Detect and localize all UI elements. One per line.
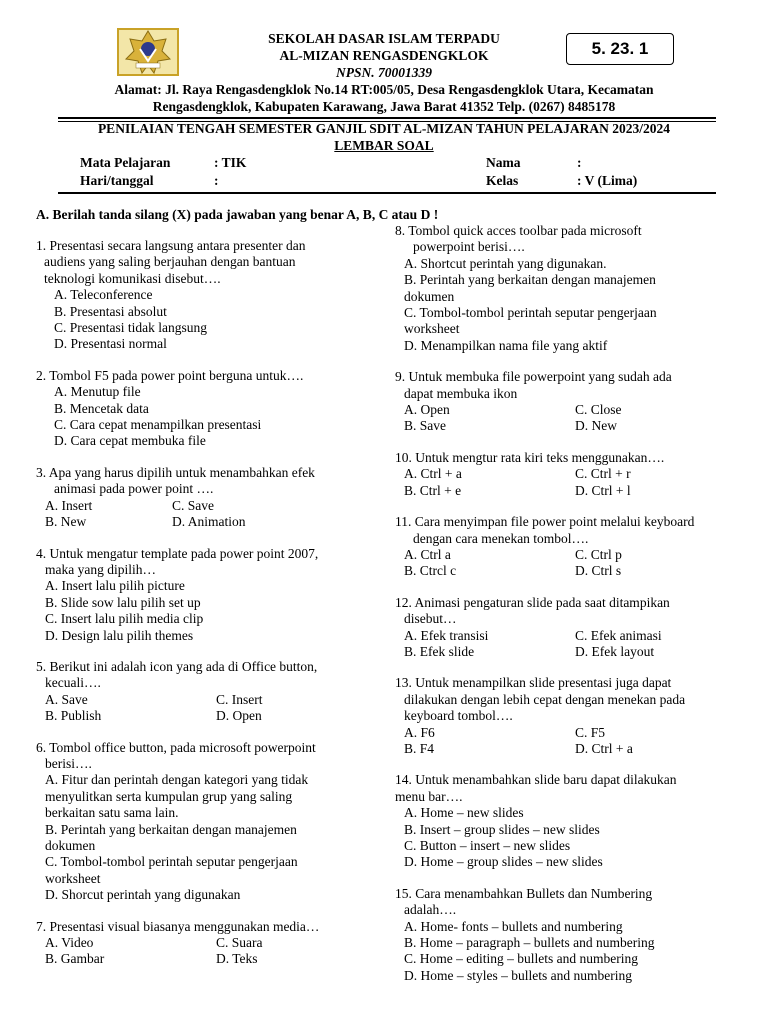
question-1: 1. Presentasi secara langsung antara presenter dan audiens yang saling berjauhan dengan bantuan teknologi komunikasi disebut…. A. Teleconference B. Presentasi absolut C. Presentasi tidak langsung D. Presentasi normal: [36, 238, 376, 353]
option-a[interactable]: A. Fitur dan perintah dengan kategori yang tidak menyulitkan serta kumpulan grup yang saling berkaitan satu sama lain.: [45, 772, 309, 821]
question-9: 9. Untuk membuka file powerpoint yang sudah ada dapat membuka ikon A. Open C. Close B. Save D. New: [395, 369, 735, 435]
option-b[interactable]: B. Efek slide: [404, 643, 475, 659]
question-10: 10. Untuk mengtur rata kiri teks menggunakan…. A. Ctrl + a C. Ctrl + r B. Ctrl + e D. Ctrl + l: [395, 450, 735, 499]
option-c[interactable]: C. F5: [575, 724, 606, 740]
question-2: 2. Tombol F5 pada power point berguna untuk…. A. Menutup file B. Mencetak data C. Cara cepat menampilkan presentasi D. Cara cepat membuka file: [36, 368, 376, 450]
option-c[interactable]: C. Tombol-tombol perintah seputar pengerjaan worksheet: [45, 854, 298, 886]
npsn: NPSN. 70001339: [335, 65, 432, 80]
option-a[interactable]: A. Video: [45, 935, 94, 951]
option-a[interactable]: A. Save: [45, 691, 88, 707]
exam-title: PENILAIAN TENGAH SEMESTER GANJIL SDIT AL-MIZAN TAHUN PELAJARAN 2023/2024: [97, 121, 671, 136]
option-c[interactable]: C. Save: [172, 497, 214, 513]
question-6: 6. Tombol office button, pada microsoft powerpoint berisi…. A. Fitur dan perintah dengan kategori yang tidak menyulitkan serta kumpulan grup yang saling berkaitan satu sama lain. B. Perintah yang berkaitan dengan manajemen dokumen C. Tombol-tombol perintah seputar pengerjaan worksheet D. Shorcut perintah yang digunakan: [36, 740, 376, 904]
class-label: Kelas: [486, 173, 519, 188]
option-a[interactable]: A. Home – new slides: [404, 805, 524, 821]
option-b[interactable]: B. Presentasi absolut: [54, 303, 167, 319]
option-b[interactable]: B. Mencetak data: [54, 400, 149, 416]
option-c[interactable]: C. Button – insert – new slides: [404, 838, 571, 853]
question-7: 7. Presentasi visual biasanya menggunakan media… A. Video C. Suara B. Gambar D. Teks: [36, 919, 376, 968]
option-a[interactable]: A. F6: [404, 724, 435, 740]
question-3: 3. Apa yang harus dipilih untuk menambahkan efek animasi pada power point …. A. Insert C. Save B. New D. Animation: [36, 465, 376, 531]
option-a[interactable]: A. Open: [404, 402, 450, 418]
option-d[interactable]: D. Ctrl + l: [575, 482, 631, 498]
question-column-right: [395, 223, 735, 984]
option-b[interactable]: B. F4: [404, 740, 435, 756]
option-b[interactable]: B. Perintah yang berkaitan dengan manajemen dokumen: [404, 272, 656, 304]
option-c[interactable]: C. Close: [575, 402, 622, 418]
option-c[interactable]: C. Home – editing – bullets and numbering: [404, 951, 638, 967]
option-d[interactable]: D. Ctrl s: [575, 563, 622, 579]
option-a[interactable]: A. Insert lalu pilih picture: [45, 578, 185, 594]
address-line1: Alamat: Jl. Raya Rengasdengklok No.14 RT:005/05, Desa Rengasdengklok Utara, Kecamatan: [114, 82, 654, 97]
day-label: Hari/tanggal: [80, 173, 154, 188]
question-13: 13. Untuk menampilkan slide presentasi juga dapat dilakukan dengan lebih cepat dengan menekan pada keyboard tombol…. A. F6 C. F5 B. F4 D. Ctrl + a: [395, 675, 735, 757]
option-b[interactable]: B. Insert – group slides – new slides: [404, 821, 600, 837]
header-rule: [58, 117, 716, 119]
option-b[interactable]: B. New: [45, 514, 87, 530]
option-a[interactable]: A. Insert: [45, 497, 93, 513]
option-d[interactable]: D. Cara cepat membuka file: [54, 433, 206, 449]
option-c[interactable]: C. Cara cepat menampilkan presentasi: [54, 417, 262, 433]
exam-subtitle: LEMBAR SOAL: [334, 138, 434, 153]
question-14: 14. Untuk menambahkan slide baru dapat dilakukan menu bar…. A. Home – new slides B. Insert – group slides – new slides C. Button – insert – new slides D. Home – group slides – new slides: [395, 772, 735, 870]
option-d[interactable]: D. Efek layout: [575, 643, 655, 659]
doc-code-box: 5. 23. 1: [566, 33, 674, 65]
option-d[interactable]: D. Shorcut perintah yang digunakan: [45, 887, 241, 903]
address-line2: Rengasdengklok, Kabupaten Karawang, Jawa Barat 41352 Telp. (0267) 8485178: [152, 99, 616, 114]
option-d[interactable]: D. Teks: [216, 951, 258, 967]
subject-value: : TIK: [214, 155, 247, 170]
option-a[interactable]: A. Shortcut perintah yang digunakan.: [404, 255, 607, 271]
subject-label: Mata Pelajaran: [80, 155, 171, 170]
option-b[interactable]: B. Save: [404, 418, 446, 434]
name-label: Nama: [486, 155, 521, 170]
option-a[interactable]: A. Home- fonts – bullets and numbering: [404, 918, 623, 934]
day-value: :: [214, 173, 219, 188]
question-4: 4. Untuk mengatur template pada power point 2007, maka yang dipilih… A. Insert lalu pilih picture B. Slide sow lalu pilih set up C. Insert lalu pilih media clip D. Design lalu pilih themes: [36, 546, 376, 644]
option-d[interactable]: D. Animation: [172, 514, 246, 530]
option-d[interactable]: D. Menampilkan nama file yang aktif: [404, 337, 608, 353]
name-value: :: [577, 155, 582, 170]
school-name-line2: AL-MIZAN RENGASDENGKLOK: [279, 48, 489, 63]
option-b[interactable]: B. Slide sow lalu pilih set up: [45, 594, 201, 610]
question-15: 15. Cara menambahkan Bullets dan Numbering adalah…. A. Home- fonts – bullets and numbering B. Home – paragraph – bullets and numbering C. Home – editing – bullets and numbering D. Home – styles – bullets and numbering: [395, 886, 735, 984]
option-d[interactable]: D. Ctrl + a: [575, 740, 633, 756]
question-column-left: [36, 238, 376, 968]
option-a[interactable]: A. Ctrl + a: [404, 466, 462, 482]
option-d[interactable]: D. Presentasi normal: [54, 336, 167, 352]
option-d[interactable]: D. Design lalu pilih themes: [45, 627, 194, 643]
option-c[interactable]: C. Efek animasi: [575, 627, 662, 643]
option-d[interactable]: D. Home – styles – bullets and numbering: [404, 967, 632, 983]
option-c[interactable]: C. Insert lalu pilih media clip: [45, 611, 204, 627]
option-b[interactable]: B. Publish: [45, 708, 102, 724]
question-5: 5. Berikut ini adalah icon yang ada di Office button, kecuali…. A. Save C. Insert B. Publish D. Open: [36, 659, 376, 725]
option-b[interactable]: B. Gambar: [45, 951, 105, 967]
option-a[interactable]: A. Menutup file: [54, 384, 141, 400]
question-11: 11. Cara menyimpan file power point melalui keyboard dengan cara menekan tombol…. A. Ctrl a C. Ctrl p B. Ctrcl c D. Ctrl s: [395, 514, 735, 580]
instruction: A. Berilah tanda silang (X) pada jawaban yang benar A, B, C atau D !: [36, 207, 439, 222]
option-b[interactable]: B. Ctrl + e: [404, 482, 462, 498]
question-8: 8. Tombol quick acces toolbar pada microsoft powerpoint berisi…. A. Shortcut perintah yang digunakan. B. Perintah yang berkaitan dengan manajemen dokumen C. Tombol-tombol perintah seputar pengerjaan worksheet D. Menampilkan nama file yang aktif: [395, 223, 735, 354]
option-c[interactable]: C. Ctrl p: [575, 546, 622, 562]
option-b[interactable]: B. Perintah yang berkaitan dengan manajemen dokumen: [45, 821, 297, 853]
option-d[interactable]: D. Home – group slides – new slides: [404, 854, 603, 870]
option-b[interactable]: B. Home – paragraph – bullets and numbering: [404, 935, 655, 951]
option-c[interactable]: C. Insert: [216, 691, 263, 707]
option-c[interactable]: C. Presentasi tidak langsung: [54, 320, 207, 336]
option-c[interactable]: C. Suara: [216, 935, 263, 951]
option-a[interactable]: A. Ctrl a: [404, 546, 451, 562]
option-d[interactable]: D. New: [575, 418, 617, 434]
option-d[interactable]: D. Open: [216, 708, 262, 724]
school-name-line1: SEKOLAH DASAR ISLAM TERPADU: [268, 31, 500, 46]
question-12: 12. Animasi pengaturan slide pada saat ditampikan disebut… A. Efek transisi C. Efek animasi B. Efek slide D. Efek layout: [395, 595, 735, 661]
option-c[interactable]: C. Tombol-tombol perintah seputar pengerjaan worksheet: [404, 305, 657, 337]
option-b[interactable]: B. Ctrcl c: [404, 563, 457, 579]
fields-rule: [58, 192, 716, 194]
option-a[interactable]: A. Efek transisi: [404, 627, 489, 643]
option-c[interactable]: C. Ctrl + r: [575, 466, 631, 482]
option-a[interactable]: A. Teleconference: [54, 287, 153, 303]
class-value: : V (Lima): [577, 173, 638, 188]
